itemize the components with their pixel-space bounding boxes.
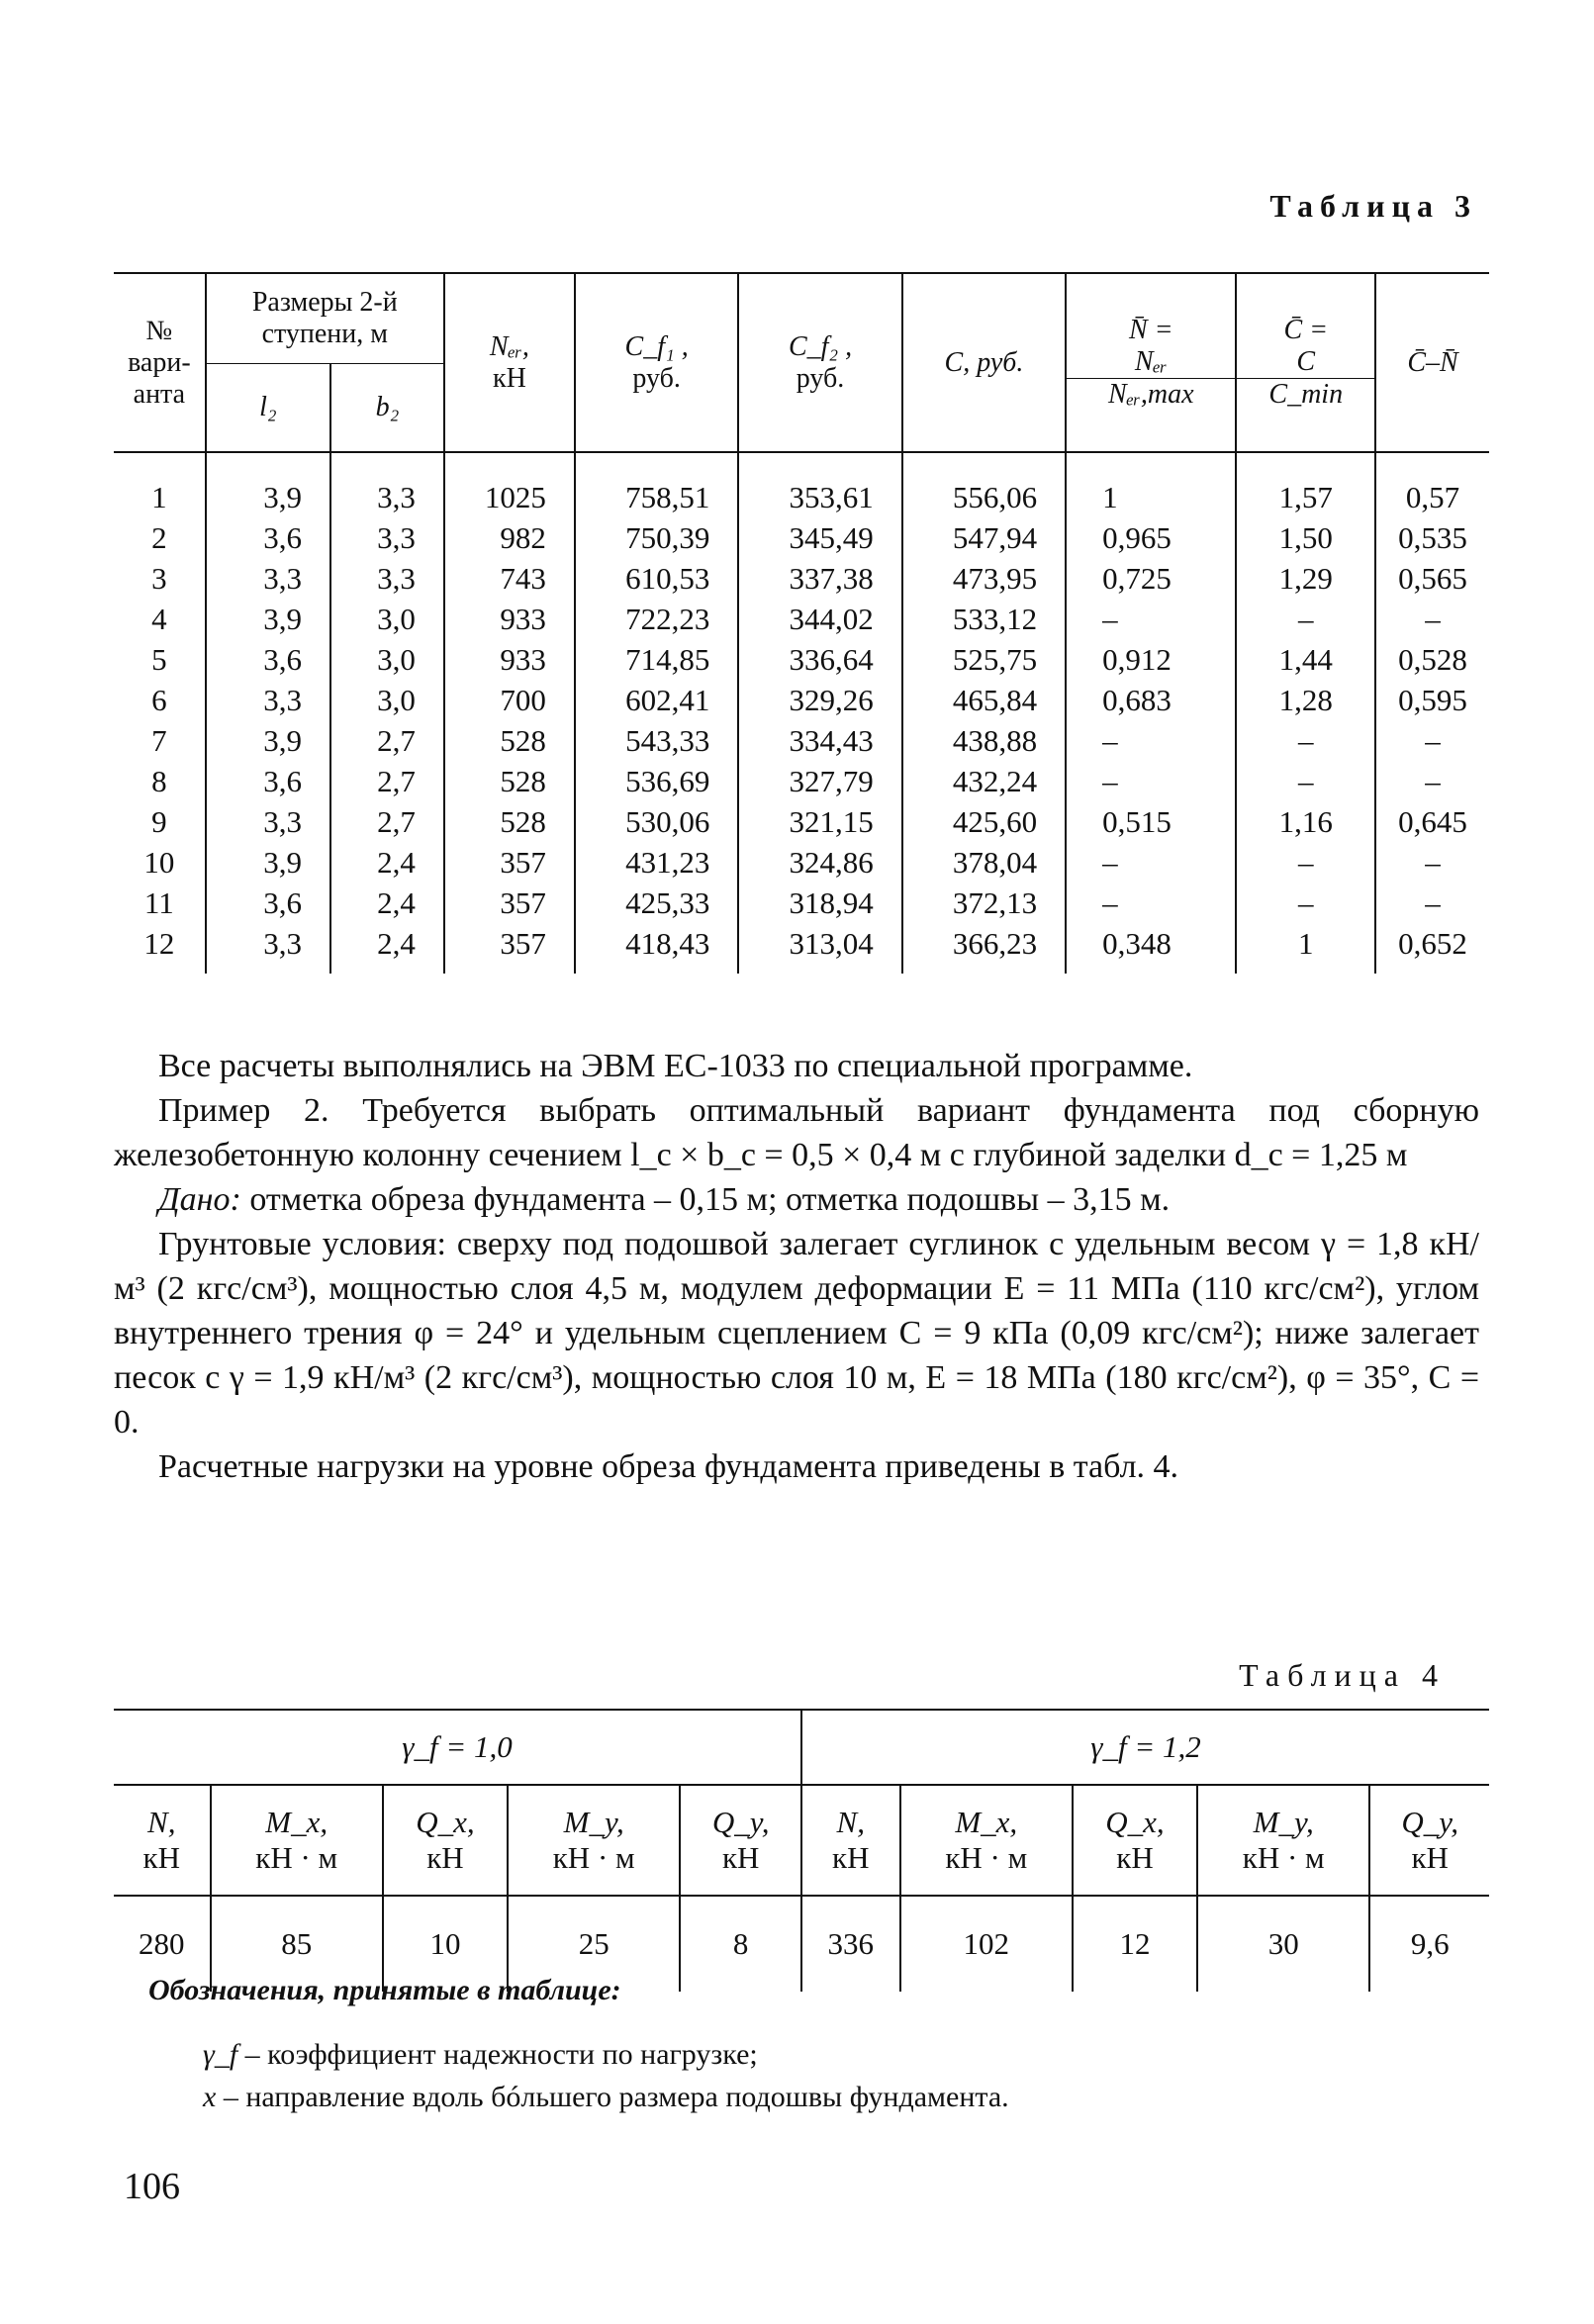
cell-cf2: 329,26 [738, 680, 901, 720]
cell-nbar: – [1066, 599, 1236, 639]
cell-b2: 2,7 [330, 801, 444, 842]
cell-ner: 357 [444, 923, 575, 974]
value-col-2: 10 [383, 1896, 508, 1992]
cell-cf1: 610,53 [575, 558, 738, 599]
cell-l2: 3,6 [206, 639, 330, 680]
table-row [114, 801, 1489, 842]
cell-ner: 1025 [444, 452, 575, 517]
cell-diff: 0,565 [1375, 558, 1489, 599]
page-number: 106 [124, 2166, 180, 2207]
cell-ner: 982 [444, 517, 575, 558]
paragraph-given [114, 1177, 1479, 1222]
table-row [114, 558, 1489, 599]
table-row [114, 923, 1489, 974]
cell-c: 473,95 [902, 558, 1066, 599]
cell-l2: 3,9 [206, 720, 330, 761]
cell-diff: – [1375, 761, 1489, 801]
cell-n: 11 [143, 885, 174, 920]
cell-cbar: – [1236, 883, 1375, 923]
cell-n: 4 [151, 602, 167, 636]
cell-b2: 2,7 [330, 720, 444, 761]
cell-c: 432,24 [902, 761, 1066, 801]
table-3-caption: Таблица 3 [1269, 188, 1477, 224]
value-col-8: 30 [1197, 1896, 1369, 1992]
cell-cbar: 1,16 [1236, 801, 1375, 842]
body-text [114, 1044, 1479, 1489]
header-diff: C̄–N̄ [1375, 273, 1489, 452]
table-row [114, 842, 1489, 883]
cell-cf1: 722,23 [575, 599, 738, 639]
paragraph-example-2: Пример 2. Требуется выбрать оптимальный вариант фундамента под сборную железобетонную колонну сечением l_c × b_c = 0,5 × 0,4 м с глубиной заделки d_c = 1,25 м [114, 1092, 1479, 1173]
cell-cbar: – [1236, 720, 1375, 761]
cell-cf2: 324,86 [738, 842, 901, 883]
cell-nbar: – [1066, 842, 1236, 883]
cell-cbar: 1,28 [1236, 680, 1375, 720]
cell-l2: 3,3 [206, 801, 330, 842]
value-col-5: 336 [801, 1896, 900, 1992]
group-gamma-1-0: γ_f = 1,0 [114, 1710, 801, 1785]
header-cbar: C̄ = C C_min [1236, 273, 1375, 452]
cell-l2: 3,9 [206, 599, 330, 639]
cell-b2: 3,3 [330, 517, 444, 558]
cell-b2: 2,7 [330, 761, 444, 801]
cell-cf2: 334,43 [738, 720, 901, 761]
cell-ner: 933 [444, 599, 575, 639]
cell-cf2: 344,02 [738, 599, 901, 639]
cell-n: 2 [151, 520, 167, 555]
cell-cf1: 758,51 [575, 452, 738, 517]
table-row [114, 599, 1489, 639]
cell-diff: – [1375, 720, 1489, 761]
cell-b2: 2,4 [330, 923, 444, 974]
header-col-0: N, кН [114, 1785, 211, 1896]
cell-cf2: 321,15 [738, 801, 901, 842]
value-col-3: 25 [508, 1896, 680, 1992]
cell-c: 425,60 [902, 801, 1066, 842]
cell-l2: 3,6 [206, 761, 330, 801]
cell-diff: 0,595 [1375, 680, 1489, 720]
cell-cf2: 345,49 [738, 517, 901, 558]
cell-cbar: 1,29 [1236, 558, 1375, 599]
cell-n: 12 [143, 926, 175, 961]
table-3 [114, 272, 1489, 974]
cell-nbar: 1 [1066, 452, 1236, 517]
cell-cf2: 318,94 [738, 883, 901, 923]
cell-c: 465,84 [902, 680, 1066, 720]
cell-nbar: 0,515 [1066, 801, 1236, 842]
cell-l2: 3,3 [206, 923, 330, 974]
cell-cf1: 425,33 [575, 883, 738, 923]
cell-cbar: 1 [1236, 923, 1375, 974]
cell-cf2: 337,38 [738, 558, 901, 599]
cell-diff: – [1375, 883, 1489, 923]
cell-cf2: 327,79 [738, 761, 901, 801]
table-4-caption: Таблица 4 [1239, 1657, 1446, 1693]
cell-cf2: 353,61 [738, 452, 901, 517]
value-col-7: 12 [1073, 1896, 1197, 1992]
given-text: отметка обреза фундамента – 0,15 м; отметка подошвы – 3,15 м. [249, 1181, 1171, 1218]
header-cf2: C_f₂ , руб. [738, 273, 901, 452]
cell-c: 378,04 [902, 842, 1066, 883]
cell-l2: 3,6 [206, 517, 330, 558]
note-x: x – направление вдоль бóльшего размера подошвы фундамента. [203, 2081, 1009, 2113]
cell-cf1: 714,85 [575, 639, 738, 680]
cell-n: 5 [151, 642, 167, 677]
cell-cbar: – [1236, 761, 1375, 801]
cell-l2: 3,3 [206, 680, 330, 720]
cell-b2: 3,0 [330, 599, 444, 639]
header-col-7: Q_x, кН [1073, 1785, 1197, 1896]
value-col-9: 9,6 [1369, 1896, 1489, 1992]
cell-cf1: 418,43 [575, 923, 738, 974]
cell-l2: 3,9 [206, 842, 330, 883]
cell-cf1: 431,23 [575, 842, 738, 883]
table-4-column-headers [114, 1785, 1489, 1896]
note-gamma-f: γ_f – коэффициент надежности по нагрузке; [203, 2038, 758, 2071]
cell-n: 6 [151, 683, 167, 717]
cell-ner: 743 [444, 558, 575, 599]
table-row [114, 452, 1489, 517]
value-col-4: 8 [680, 1896, 801, 1992]
cell-nbar: – [1066, 883, 1236, 923]
cell-cf1: 602,41 [575, 680, 738, 720]
cell-diff: 0,645 [1375, 801, 1489, 842]
cell-b2: 2,4 [330, 842, 444, 883]
cell-cbar: – [1236, 842, 1375, 883]
notes-title: Обозначения, принятые в таблице: [148, 1974, 621, 2006]
table-4 [114, 1709, 1489, 1992]
value-col-1: 85 [211, 1896, 383, 1992]
header-col-9: Q_y, кН [1369, 1785, 1489, 1896]
table-row [114, 720, 1489, 761]
header-b2: b₂ [330, 364, 444, 453]
cell-ner: 528 [444, 720, 575, 761]
cell-n: 8 [151, 764, 167, 798]
header-dims-group: Размеры 2-й ступени, м [206, 273, 444, 364]
cell-c: 547,94 [902, 517, 1066, 558]
cell-l2: 3,9 [206, 452, 330, 517]
cell-l2: 3,6 [206, 883, 330, 923]
cell-n: 1 [151, 480, 167, 514]
cell-c: 533,12 [902, 599, 1066, 639]
header-col-8: M_y, кН · м [1197, 1785, 1369, 1896]
given-label: Дано: [158, 1181, 241, 1218]
cell-ner: 528 [444, 761, 575, 801]
cell-cf1: 543,33 [575, 720, 738, 761]
cell-nbar: 0,683 [1066, 680, 1236, 720]
value-col-0: 280 [139, 1926, 185, 1961]
cell-diff: 0,528 [1375, 639, 1489, 680]
cell-nbar: 0,912 [1066, 639, 1236, 680]
cell-cbar: 1,57 [1236, 452, 1375, 517]
header-c: C, руб. [902, 273, 1066, 452]
paragraph-computation-note: Все расчеты выполнялись на ЭВМ ЕС-1033 по специальной программе. [158, 1048, 1193, 1084]
header-col-3: M_y, кН · м [508, 1785, 680, 1896]
cell-ner: 357 [444, 842, 575, 883]
cell-l2: 3,3 [206, 558, 330, 599]
cell-diff: – [1375, 842, 1489, 883]
header-cf1: C_f₁ , руб. [575, 273, 738, 452]
cell-nbar: – [1066, 720, 1236, 761]
cell-ner: 357 [444, 883, 575, 923]
cell-ner: 700 [444, 680, 575, 720]
cell-ner: 528 [444, 801, 575, 842]
header-col-1: M_x, кН · м [211, 1785, 383, 1896]
cell-n: 3 [151, 561, 167, 596]
cell-c: 556,06 [902, 452, 1066, 517]
cell-ner: 933 [444, 639, 575, 680]
cell-nbar: 0,965 [1066, 517, 1236, 558]
cell-cf1: 530,06 [575, 801, 738, 842]
table-row [114, 680, 1489, 720]
cell-c: 525,75 [902, 639, 1066, 680]
cell-b2: 3,0 [330, 680, 444, 720]
cell-n: 9 [151, 804, 167, 839]
cell-diff: 0,535 [1375, 517, 1489, 558]
header-nbar: N̄ = Nₑᵣ Nₑᵣ,max [1066, 273, 1236, 452]
cell-cf1: 536,69 [575, 761, 738, 801]
header-ner: Nₑᵣ, кН [444, 273, 575, 452]
cell-b2: 3,0 [330, 639, 444, 680]
table-row [114, 517, 1489, 558]
table-3-body [114, 452, 1489, 974]
table-row [114, 761, 1489, 801]
value-col-6: 102 [900, 1896, 1073, 1992]
cell-diff: 0,652 [1375, 923, 1489, 974]
cell-cbar: – [1236, 599, 1375, 639]
header-l2: l₂ [206, 364, 330, 453]
cell-b2: 2,4 [330, 883, 444, 923]
cell-cbar: 1,50 [1236, 517, 1375, 558]
cell-c: 366,23 [902, 923, 1066, 974]
cell-cf1: 750,39 [575, 517, 738, 558]
table-row [114, 883, 1489, 923]
cell-diff: – [1375, 599, 1489, 639]
cell-c: 372,13 [902, 883, 1066, 923]
cell-b2: 3,3 [330, 452, 444, 517]
cell-diff: 0,57 [1375, 452, 1489, 517]
header-col-6: M_x, кН · м [900, 1785, 1073, 1896]
cell-c: 438,88 [902, 720, 1066, 761]
cell-nbar: 0,348 [1066, 923, 1236, 974]
paragraph-loads: Расчетные нагрузки на уровне обреза фундамента приведены в табл. 4. [158, 1448, 1179, 1485]
cell-n: 7 [151, 723, 167, 758]
cell-nbar: 0,725 [1066, 558, 1236, 599]
table-row [114, 639, 1489, 680]
header-col-4: Q_y, кН [680, 1785, 801, 1896]
cell-b2: 3,3 [330, 558, 444, 599]
cell-cf2: 313,04 [738, 923, 901, 974]
paragraph-soil-conditions: Грунтовые условия: сверху под подошвой залегает суглинок с удельным весом γ = 1,8 кН/м³ (2 кгс/см³), мощностью слоя 4,5 м, модулем деформации E = 11 МПа (110 кгс/см²), углом внутреннего трения φ = 24° и удельным сцеплением C = 9 кПа (0,09 кгс/см²); ниже залегает песок с γ = 1,9 кН/м³ (2 кгс/см³), мощностью слоя 10 м, E = 18 МПа (180 кгс/см²), φ = 35°, C = 0. [114, 1226, 1479, 1441]
header-variant: № вари- анта [114, 273, 206, 452]
cell-nbar: – [1066, 761, 1236, 801]
group-gamma-1-2: γ_f = 1,2 [801, 1710, 1489, 1785]
cell-cf2: 336,64 [738, 639, 901, 680]
cell-cbar: 1,44 [1236, 639, 1375, 680]
header-col-5: N, кН [801, 1785, 900, 1896]
header-col-2: Q_x, кН [383, 1785, 508, 1896]
cell-n: 10 [143, 845, 175, 880]
